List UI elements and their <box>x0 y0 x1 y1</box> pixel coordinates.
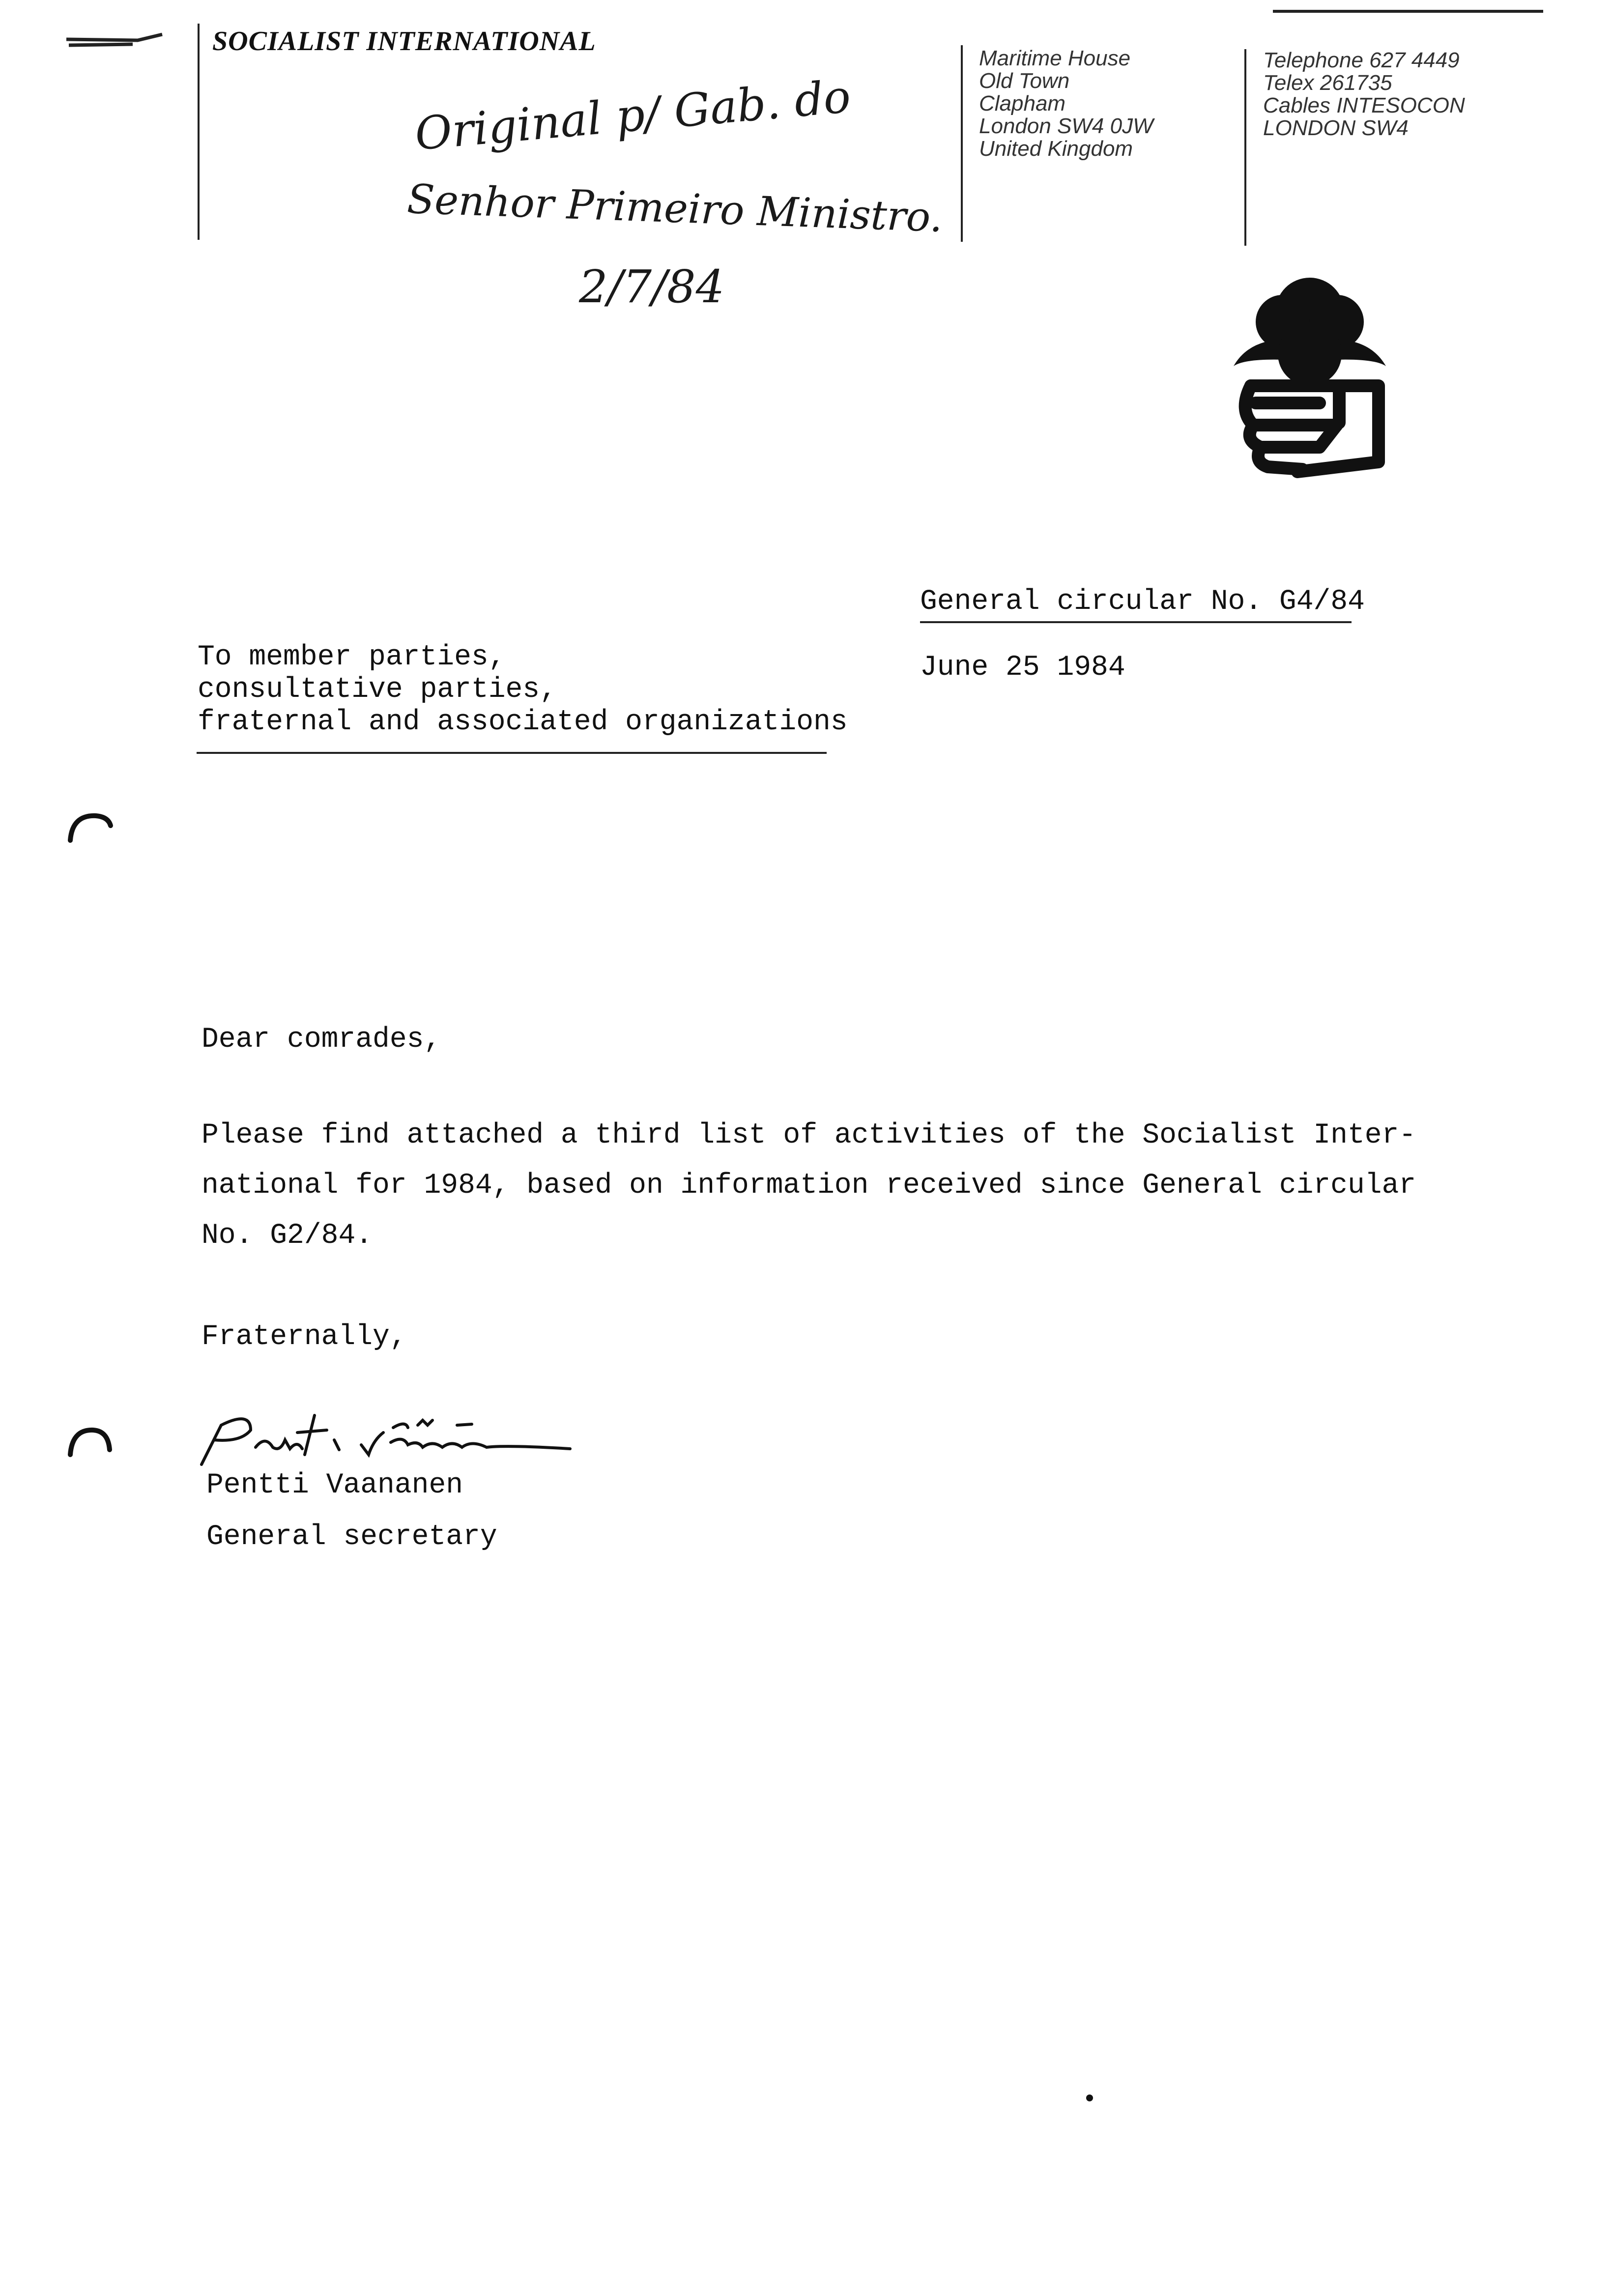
body-line: No. G2/84. <box>202 1220 373 1252</box>
org-name: SOCIALIST INTERNATIONAL <box>212 26 596 57</box>
recipient-line: fraternal and associated organizations <box>198 706 848 738</box>
circular-number-underline <box>920 621 1352 623</box>
letterhead-rule-right <box>1244 49 1246 246</box>
address-block <box>979 47 1153 160</box>
body-line: Please find attached a third list of activities of the Socialist Inter- <box>202 1119 1416 1151</box>
body-paragraph <box>202 1111 1416 1261</box>
handwritten-note-line2: Senhor Primeiro Ministro. <box>406 176 944 241</box>
address-line: Clapham <box>979 91 1066 115</box>
scan-dot <box>1086 2095 1093 2101</box>
signatory-name: Pentti Vaananen <box>206 1469 463 1501</box>
circular-date: June 25 1984 <box>920 652 1125 684</box>
punch-hole-mark <box>66 811 115 845</box>
letterhead-rule-mid <box>961 45 963 242</box>
body-line: national for 1984, based on information received since General circular <box>202 1170 1416 1202</box>
address-line: Old Town <box>979 69 1070 93</box>
circular-number: General circular No. G4/84 <box>920 586 1365 618</box>
recipients-underline <box>197 752 827 754</box>
scan-mark <box>64 29 172 54</box>
contact-line: Telex 261735 <box>1263 71 1392 95</box>
top-edge-mark <box>1273 10 1543 13</box>
closing: Fraternally, <box>202 1321 407 1353</box>
salutation: Dear comrades, <box>202 1024 441 1056</box>
punch-hole-mark <box>66 1425 115 1460</box>
recipient-line: consultative parties, <box>198 674 557 706</box>
contact-line: LONDON SW4 <box>1263 116 1409 140</box>
address-line: Maritime House <box>979 46 1131 70</box>
handwritten-note-line1: Original p/ Gab. do <box>413 70 853 161</box>
contact-line: Telephone 627 4449 <box>1263 48 1460 72</box>
letterhead-rule-left <box>198 24 200 240</box>
address-line: London SW4 0JW <box>979 114 1153 138</box>
handwritten-date: 2/7/84 <box>579 260 725 313</box>
contact-line: Cables INTESOCON <box>1263 93 1465 117</box>
recipient-line: To member parties, <box>198 641 506 673</box>
contact-block <box>1263 49 1465 140</box>
address-line: United Kingdom <box>979 137 1133 161</box>
handwritten-signature <box>192 1406 585 1474</box>
recipients-block <box>198 641 848 739</box>
signatory-title: General secretary <box>206 1521 497 1553</box>
fist-rose-logo <box>1224 268 1396 489</box>
